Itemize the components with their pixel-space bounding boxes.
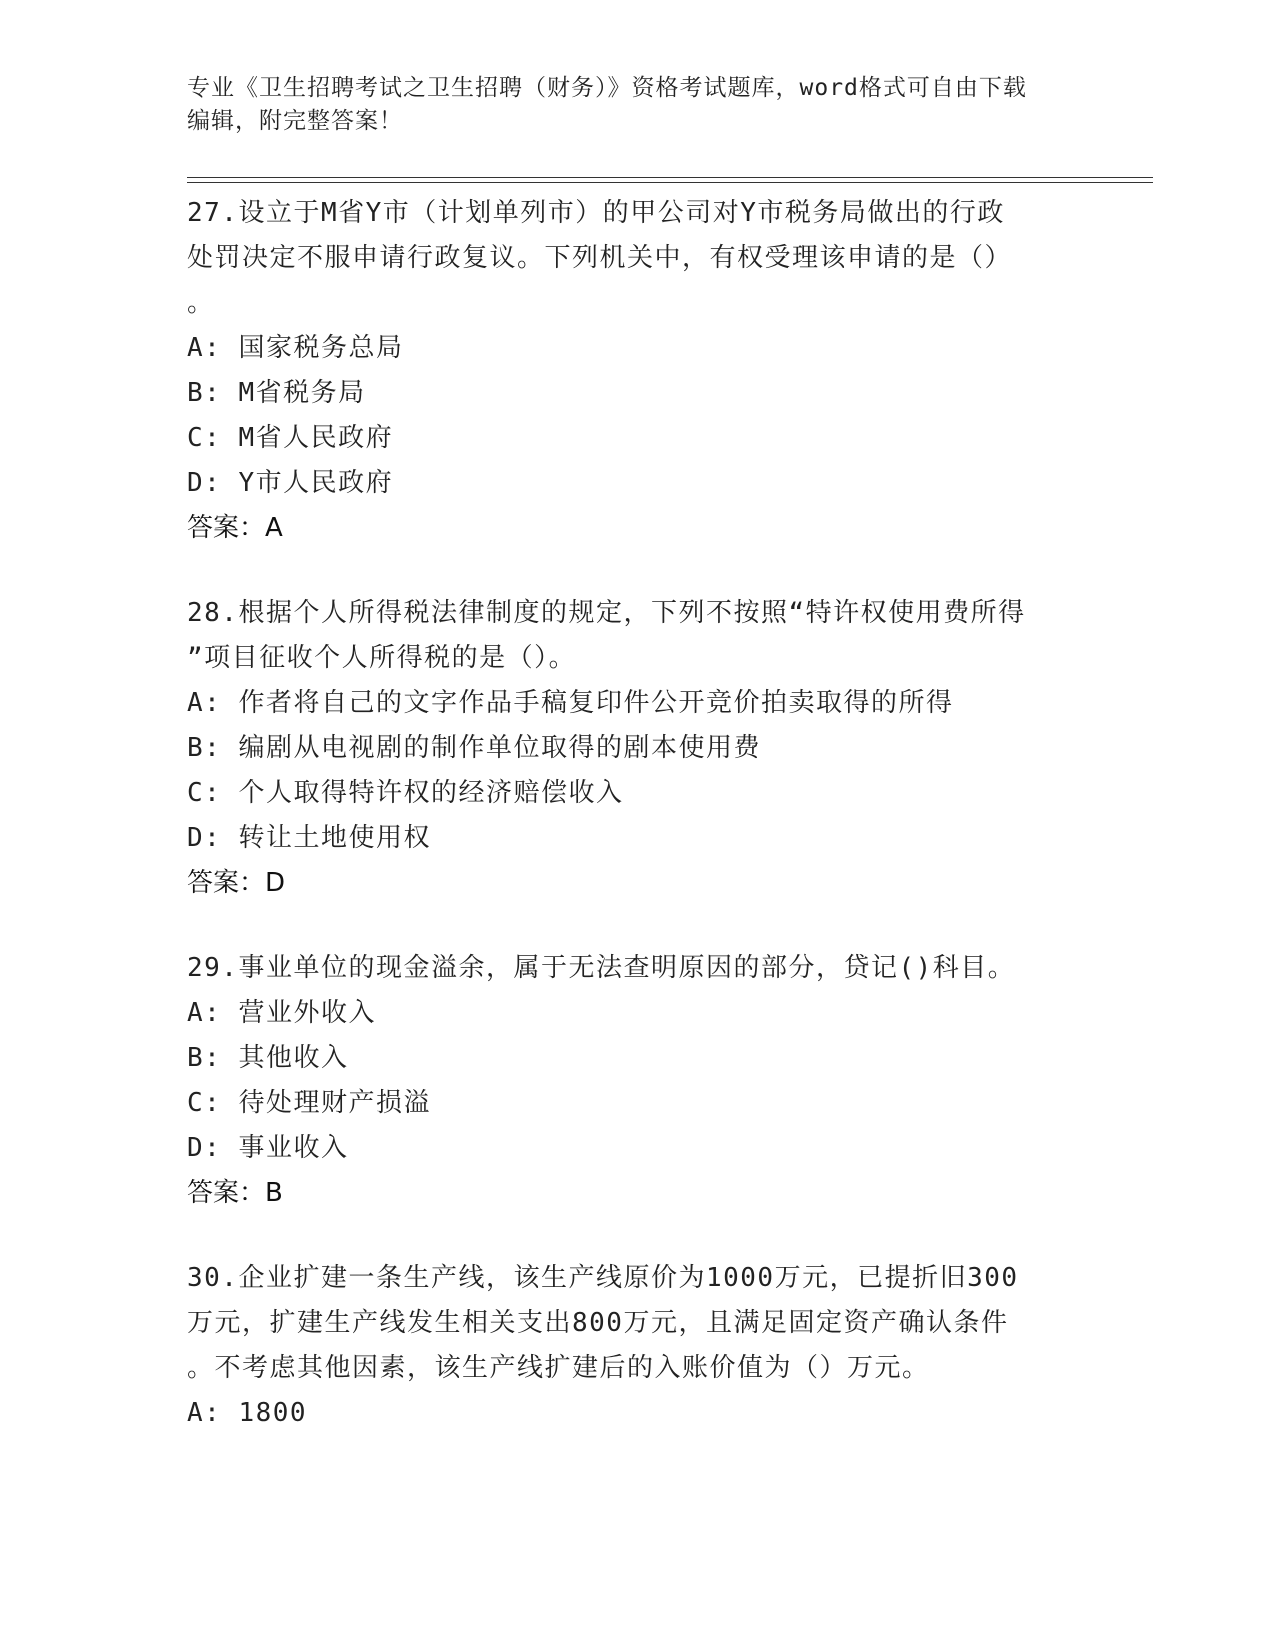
answer-option: A: 作者将自己的文字作品手稿复印件公开竞价拍卖取得的所得 (187, 688, 954, 718)
header-divider-top (187, 177, 1153, 178)
document-header (187, 72, 1067, 138)
header-line-1: 专业《卫生招聘考试之卫生招聘（财务）》资格考试题库，word格式可自由下载 (187, 75, 1027, 101)
header-line-2: 编辑，附完整答案！ (187, 108, 403, 134)
correct-answer: 答案：B (187, 1178, 283, 1208)
question-stem-line: 27.设立于M省Y市（计划单列市）的甲公司对Y市税务局做出的行政 (187, 198, 1005, 228)
answer-option: C: 个人取得特许权的经济赔偿收入 (187, 778, 624, 808)
answer-option: C: M省人民政府 (187, 423, 394, 453)
question-stem-line: 28.根据个人所得税法律制度的规定，下列不按照“特许权使用费所得 (187, 598, 1026, 628)
correct-answer: 答案：A (187, 513, 283, 543)
header-divider-bottom (187, 182, 1153, 183)
question-stem-line: 万元，扩建生产线发生相关支出800万元，且满足固定资产确认条件 (187, 1308, 1009, 1338)
question-stem-line: 处罚决定不服申请行政复议。下列机关中，有权受理该申请的是（） (187, 243, 1013, 273)
question-block (187, 1256, 1087, 1436)
answer-option: A: 1800 (187, 1398, 308, 1428)
question-stem-line: ”项目征收个人所得税的是（）。 (187, 643, 577, 673)
question-list (187, 191, 1087, 1476)
answer-option: A: 国家税务总局 (187, 333, 404, 363)
question-stem-line: 。不考虑其他因素，该生产线扩建后的入账价值为（）万元。 (187, 1353, 930, 1383)
question-block (187, 591, 1087, 906)
answer-option: B: 编剧从电视剧的制作单位取得的剧本使用费 (187, 733, 761, 763)
correct-answer: 答案：D (187, 868, 286, 898)
answer-option: B: 其他收入 (187, 1043, 349, 1073)
answer-option: A: 营业外收入 (187, 998, 376, 1028)
question-block (187, 946, 1087, 1216)
question-stem-line: 30.企业扩建一条生产线，该生产线原价为1000万元，已提折旧300 (187, 1263, 1019, 1293)
question-stem-line: 29.事业单位的现金溢余，属于无法查明原因的部分，贷记()科目。 (187, 953, 1016, 983)
answer-option: D: Y市人民政府 (187, 468, 394, 498)
answer-option: D: 转让土地使用权 (187, 823, 431, 853)
question-stem-line: 。 (187, 288, 215, 318)
answer-option: B: M省税务局 (187, 378, 366, 408)
question-block (187, 191, 1087, 551)
answer-option: C: 待处理财产损溢 (187, 1088, 431, 1118)
answer-option: D: 事业收入 (187, 1133, 349, 1163)
